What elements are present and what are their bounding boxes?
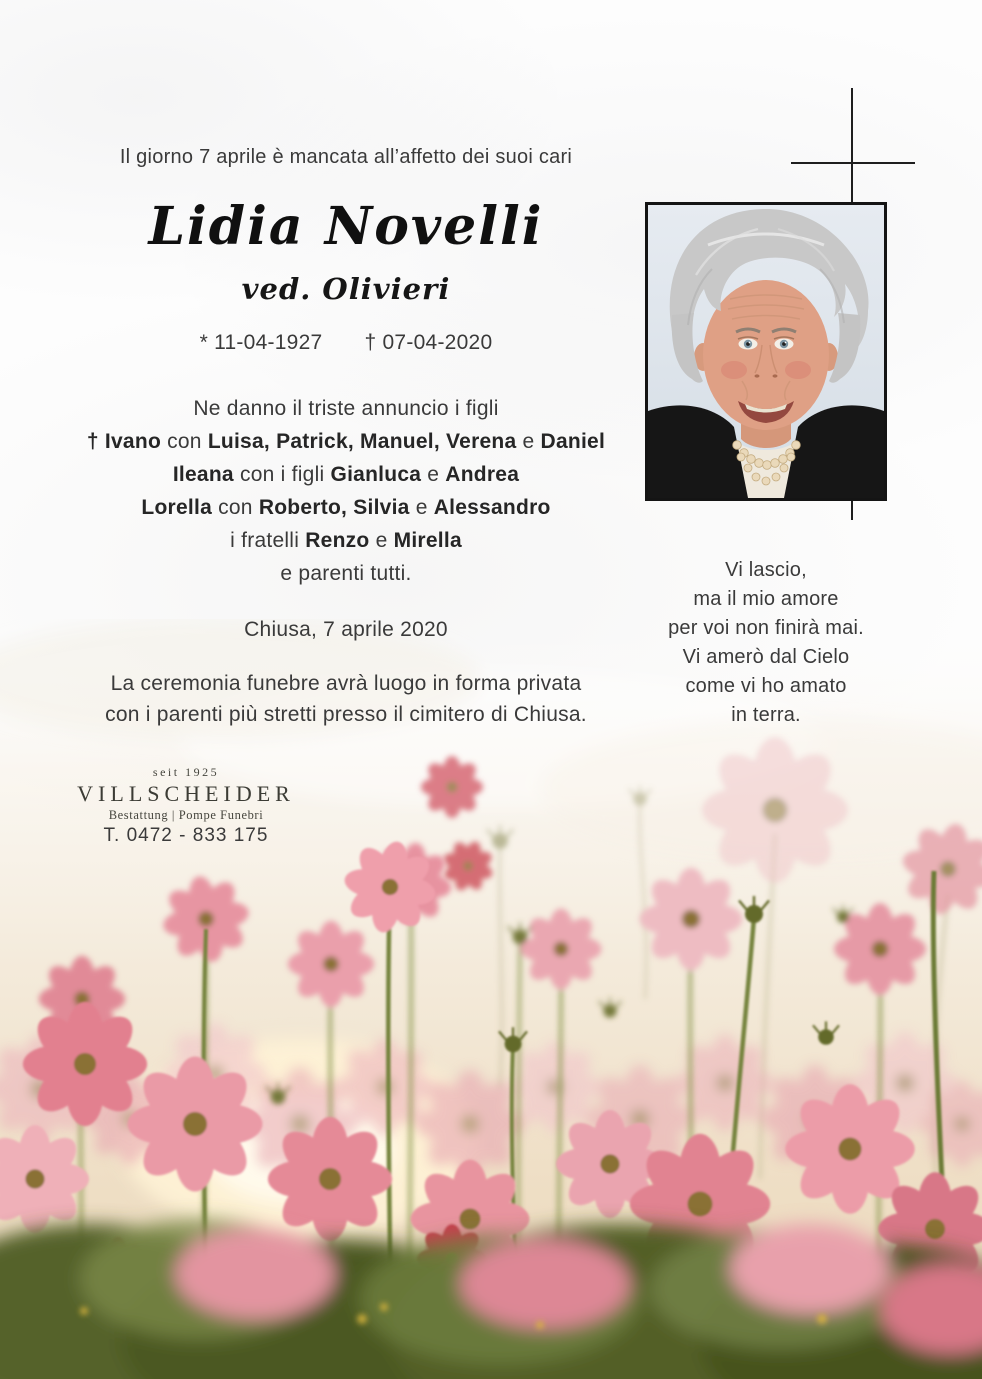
poem-line: per voi non finirà mai. bbox=[668, 617, 864, 639]
dateline: Chiusa, 7 aprile 2020 bbox=[244, 618, 448, 641]
life-dates bbox=[40, 330, 652, 355]
text-segment: e bbox=[415, 496, 434, 519]
text-segment: Gianluca bbox=[330, 463, 428, 486]
logo-phone: T. 0472 - 833 175 bbox=[103, 825, 269, 846]
text-segment: con i figli bbox=[239, 463, 331, 486]
intro-line: Il giorno 7 aprile è mancata all’affetto dei suoi cari bbox=[119, 146, 573, 168]
logo-services: Bestattung | Pompe Funebri bbox=[108, 808, 264, 822]
farewell-poem bbox=[646, 556, 886, 730]
birth-date: * 11-04-1927 bbox=[199, 331, 323, 354]
announcement-column bbox=[40, 0, 652, 1379]
text-segment: e bbox=[427, 463, 446, 486]
ceremony-line-2: con i parenti più stretti presso il cimitero di Chiusa. bbox=[105, 703, 587, 726]
portrait-illustration bbox=[648, 205, 884, 498]
text-segment: Renzo bbox=[305, 529, 376, 552]
poem-line: come vi ho amato bbox=[685, 675, 847, 697]
poem-line: in terra. bbox=[731, 704, 801, 726]
text-segment: e bbox=[375, 529, 394, 552]
text-segment: e bbox=[522, 430, 541, 453]
text-segment: con bbox=[167, 430, 208, 453]
family-line-2 bbox=[40, 462, 652, 487]
text-segment: Ileana bbox=[172, 463, 240, 486]
text-segment: Andrea bbox=[445, 463, 520, 486]
death-date: † 07-04-2020 bbox=[364, 331, 493, 354]
family-line-1 bbox=[40, 429, 652, 454]
text-segment: Daniel bbox=[540, 430, 606, 453]
ceremony-line-1: La ceremonia funebre avrà luogo in forma privata bbox=[110, 672, 582, 695]
text-segment: Roberto, Silvia bbox=[258, 496, 416, 519]
text-segment: † Ivano bbox=[86, 430, 168, 453]
text-segment: Lorella bbox=[141, 496, 219, 519]
deceased-name: Lidia Novelli bbox=[148, 196, 544, 257]
text-segment: Luisa, Patrick, Manuel, Verena bbox=[207, 430, 523, 453]
text-segment: Alessandro bbox=[433, 496, 551, 519]
family-line-5 bbox=[40, 561, 652, 586]
family-line-4 bbox=[40, 528, 652, 553]
widow-title: ved. Olivieri bbox=[241, 272, 451, 306]
poem-line: Vi lascio, bbox=[725, 559, 807, 581]
text-segment: e parenti tutti. bbox=[280, 562, 412, 585]
portrait-photo bbox=[645, 202, 887, 501]
poem-line: ma il mio amore bbox=[693, 588, 839, 610]
family-line-3 bbox=[40, 495, 652, 520]
cross-horizontal-bar bbox=[791, 162, 915, 164]
logo-since: seit 1925 bbox=[152, 765, 220, 779]
logo-name: VILLSCHEIDER bbox=[77, 781, 295, 806]
text-segment: con bbox=[218, 496, 259, 519]
text-segment: i fratelli bbox=[230, 529, 306, 552]
poem-line: Vi amerò dal Cielo bbox=[682, 646, 850, 668]
announcement-line: Ne danno il triste annuncio i figli bbox=[193, 397, 499, 420]
text-segment: Mirella bbox=[393, 529, 462, 552]
